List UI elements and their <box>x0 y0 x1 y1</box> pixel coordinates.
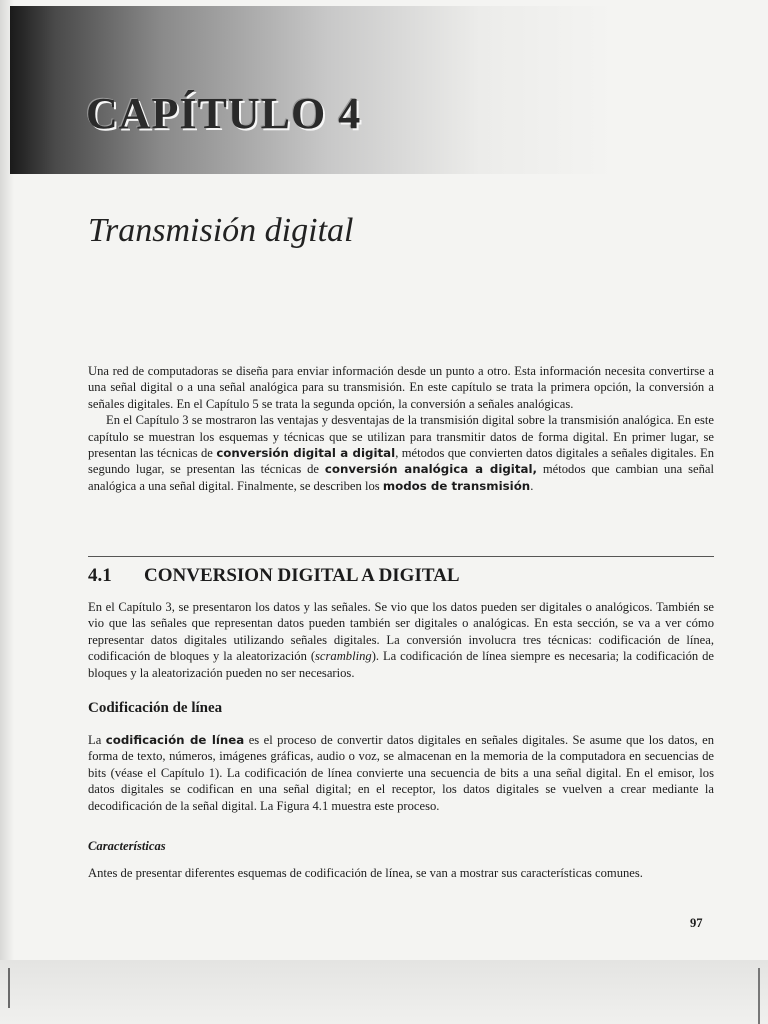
intro-paragraph-1: Una red de computadoras se diseña para enviar información desde un punto a otro. Esta información necesita convertirse a una señal digital o a una señal analógica para su transmisión. En este capítulo se trata la primera opción, la conversión a señales digitales. En el Capítulo 5 se trata la segunda opción, la conversión a señales analógicas. <box>88 364 714 411</box>
page-edge-mark-left <box>8 968 10 1008</box>
section-number: 4.1 <box>88 565 112 586</box>
page-edge-mark-right <box>758 968 760 1024</box>
section-paragraph-1 <box>88 599 714 681</box>
intro-p2-text-g: . <box>530 478 534 493</box>
subsubsection-paragraph-1: Antes de presentar diferentes esquemas de codificación de línea, se van a mostrar sus características comunes. <box>88 866 643 880</box>
next-page-edge <box>0 960 768 1024</box>
chapter-title: Transmisión digital <box>88 212 354 249</box>
section-p1-text-a: En el Capítulo 3, se presentaron los datos y las señales. Se vio que los datos pueden ser digitales o analógicos. También se vio que las señales que representan datos pueden también ser digitales o analógicas. En esta sección, se va a ver cómo representar datos digitales utilizando señales digitales. La conversión involucra tres técnicas: codificación de línea, codificación de bloques y la aleatorización ( <box>88 600 714 664</box>
chapter-label: CAPÍTULO 4 <box>86 89 362 138</box>
intro-paragraph-2 <box>88 412 714 494</box>
subsection-heading: Codificación de línea <box>88 700 223 716</box>
subsection-p1-keyword: codificación de línea <box>105 733 245 747</box>
intro-text <box>88 363 714 494</box>
intro-p2-text-e: métodos que cambian una señal analógica a una señal digital. Finalmente, se describen los <box>88 462 714 493</box>
section-text <box>88 599 714 681</box>
section-p1-italic-term: scrambling <box>315 649 372 664</box>
section-p1-text-b: ). La codificación de línea siempre es necesaria; la codificación de bloques y la aleatorización pueden no ser necesarios. <box>88 649 714 680</box>
intro-p2-text-a: En el Capítulo 3 se mostraron las ventajas y desventajas de la transmisión digital sobre la transmisión analógica. En este capítulo se muestran los esquemas y técnicas que se utilizan para transmitir datos de forma digital. En primer lugar, se presentan las técnicas de <box>88 413 714 461</box>
intro-p2-keyword-transmission-modes: modos de transmisión <box>382 478 531 493</box>
section-heading <box>88 565 460 587</box>
intro-p2-keyword-digital-digital: conversión digital a digital <box>216 446 396 461</box>
intro-p2-keyword-analog-digital: conversión analógica a digital, <box>324 462 537 477</box>
intro-p2-text-c: , métodos que convierten datos digitales a señales digitales. En segundo lugar, se presentan las técnicas de <box>88 446 715 477</box>
subsection-p1-text-b: es el proceso de convertir datos digitales en señales digitales. Se asume que los datos, en forma de texto, números, imágenes gráficas, audio o voz, se almacenan en la memoria de la computadora en secuencias de bits (véase el Capítulo 1). La codificación de línea convierte una secuencia de bits a una señal digital. En el emisor, los datos digitales se codifican en una señal digital; en el receptor, los datos digitales se vuelven a crear mediante la decodificación de la señal digital. La Figura 4.1 muestra este proceso. <box>88 733 715 813</box>
section-divider <box>88 556 714 557</box>
subsection-text <box>88 732 714 814</box>
section-title: CONVERSION DIGITAL A DIGITAL <box>144 565 460 586</box>
subsubsection-text <box>88 865 714 881</box>
page-number: 97 <box>690 916 703 930</box>
subsection-p1-text-a: La <box>88 733 102 747</box>
subsection-paragraph-1 <box>88 732 714 814</box>
subsubsection-heading: Características <box>88 839 166 853</box>
